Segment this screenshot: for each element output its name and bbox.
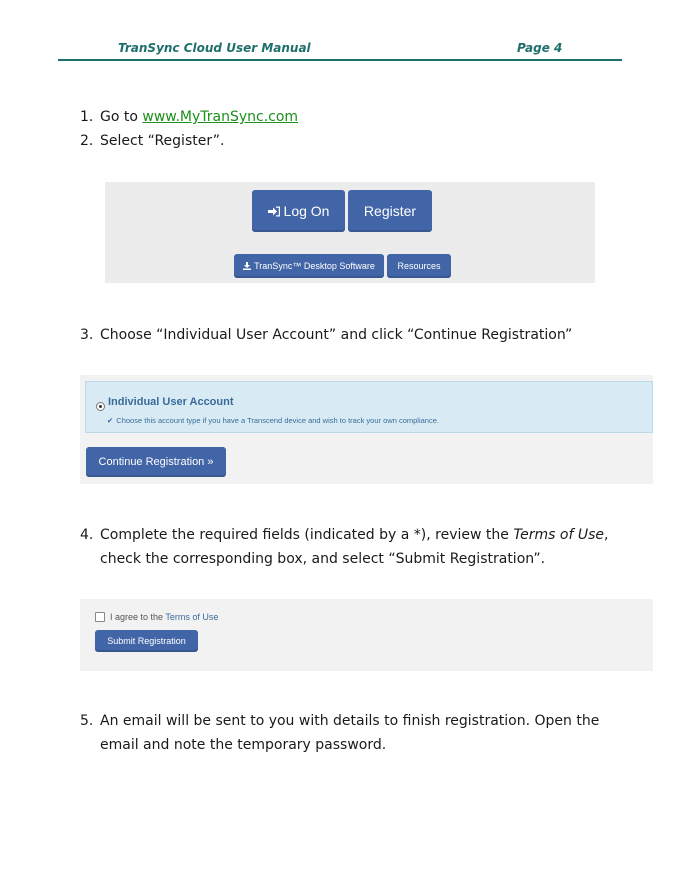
register-label: Register bbox=[363, 203, 417, 219]
resources-label: Resources bbox=[397, 261, 441, 271]
step-number: 3. bbox=[80, 327, 94, 343]
manual-title: TranSync Cloud User Manual bbox=[118, 41, 311, 55]
step-text: Choose “Individual User Account” and click “Continue Registration” bbox=[100, 327, 573, 343]
log-on-label: Log On bbox=[283, 203, 330, 219]
individual-account-option[interactable] bbox=[85, 381, 653, 433]
agree-label bbox=[110, 612, 218, 622]
page-number: Page 4 bbox=[517, 41, 563, 55]
agree-terms-screenshot bbox=[80, 599, 653, 671]
sign-in-icon bbox=[268, 206, 281, 217]
step-number: 5. bbox=[80, 713, 94, 729]
page-header bbox=[58, 40, 622, 61]
account-description-text: Choose this account type if you have a Transcend device and wish to track your own compliance. bbox=[116, 416, 439, 425]
agree-prefix: I agree to the bbox=[110, 612, 166, 622]
agree-checkbox[interactable] bbox=[95, 612, 105, 622]
account-radio[interactable] bbox=[96, 402, 105, 411]
step-text: An email will be sent to you with details to finish registration. Open the email and note the temporary password. bbox=[100, 713, 600, 753]
step-1-prefix: Go to bbox=[100, 109, 143, 125]
continue-registration-button[interactable] bbox=[86, 447, 226, 477]
submit-registration-button[interactable] bbox=[95, 630, 198, 652]
checkmark-icon: ✔ bbox=[107, 416, 114, 425]
account-title: Individual User Account bbox=[108, 396, 234, 408]
step-4-text-b: , check the corresponding box, and select “Submit Registration”. bbox=[100, 527, 609, 567]
submit-label: Submit Registration bbox=[107, 636, 186, 646]
step-text: Select “Register”. bbox=[100, 133, 225, 149]
terms-link[interactable]: Terms of Use bbox=[165, 612, 219, 622]
step-number: 1. bbox=[80, 109, 94, 125]
step-text bbox=[100, 105, 640, 129]
continue-label: Continue Registration » bbox=[98, 456, 214, 468]
website-link[interactable]: www.MyTranSync.com bbox=[142, 109, 299, 125]
terms-of-use-emphasis: Terms of Use bbox=[513, 527, 604, 543]
register-button[interactable] bbox=[348, 190, 432, 232]
step-4-text-a: Complete the required fields (indicated by a *), review the bbox=[100, 527, 514, 543]
step-text bbox=[100, 523, 640, 571]
account-description bbox=[107, 416, 439, 425]
resources-button[interactable] bbox=[387, 254, 451, 278]
step-number: 2. bbox=[80, 133, 94, 149]
log-on-button[interactable] bbox=[252, 190, 345, 232]
download-icon bbox=[243, 262, 251, 270]
step-number: 4. bbox=[80, 527, 94, 543]
login-screenshot bbox=[105, 182, 595, 283]
desktop-software-label: TranSync™ Desktop Software bbox=[254, 261, 375, 271]
desktop-software-button[interactable] bbox=[234, 254, 384, 278]
account-type-screenshot bbox=[80, 375, 653, 484]
